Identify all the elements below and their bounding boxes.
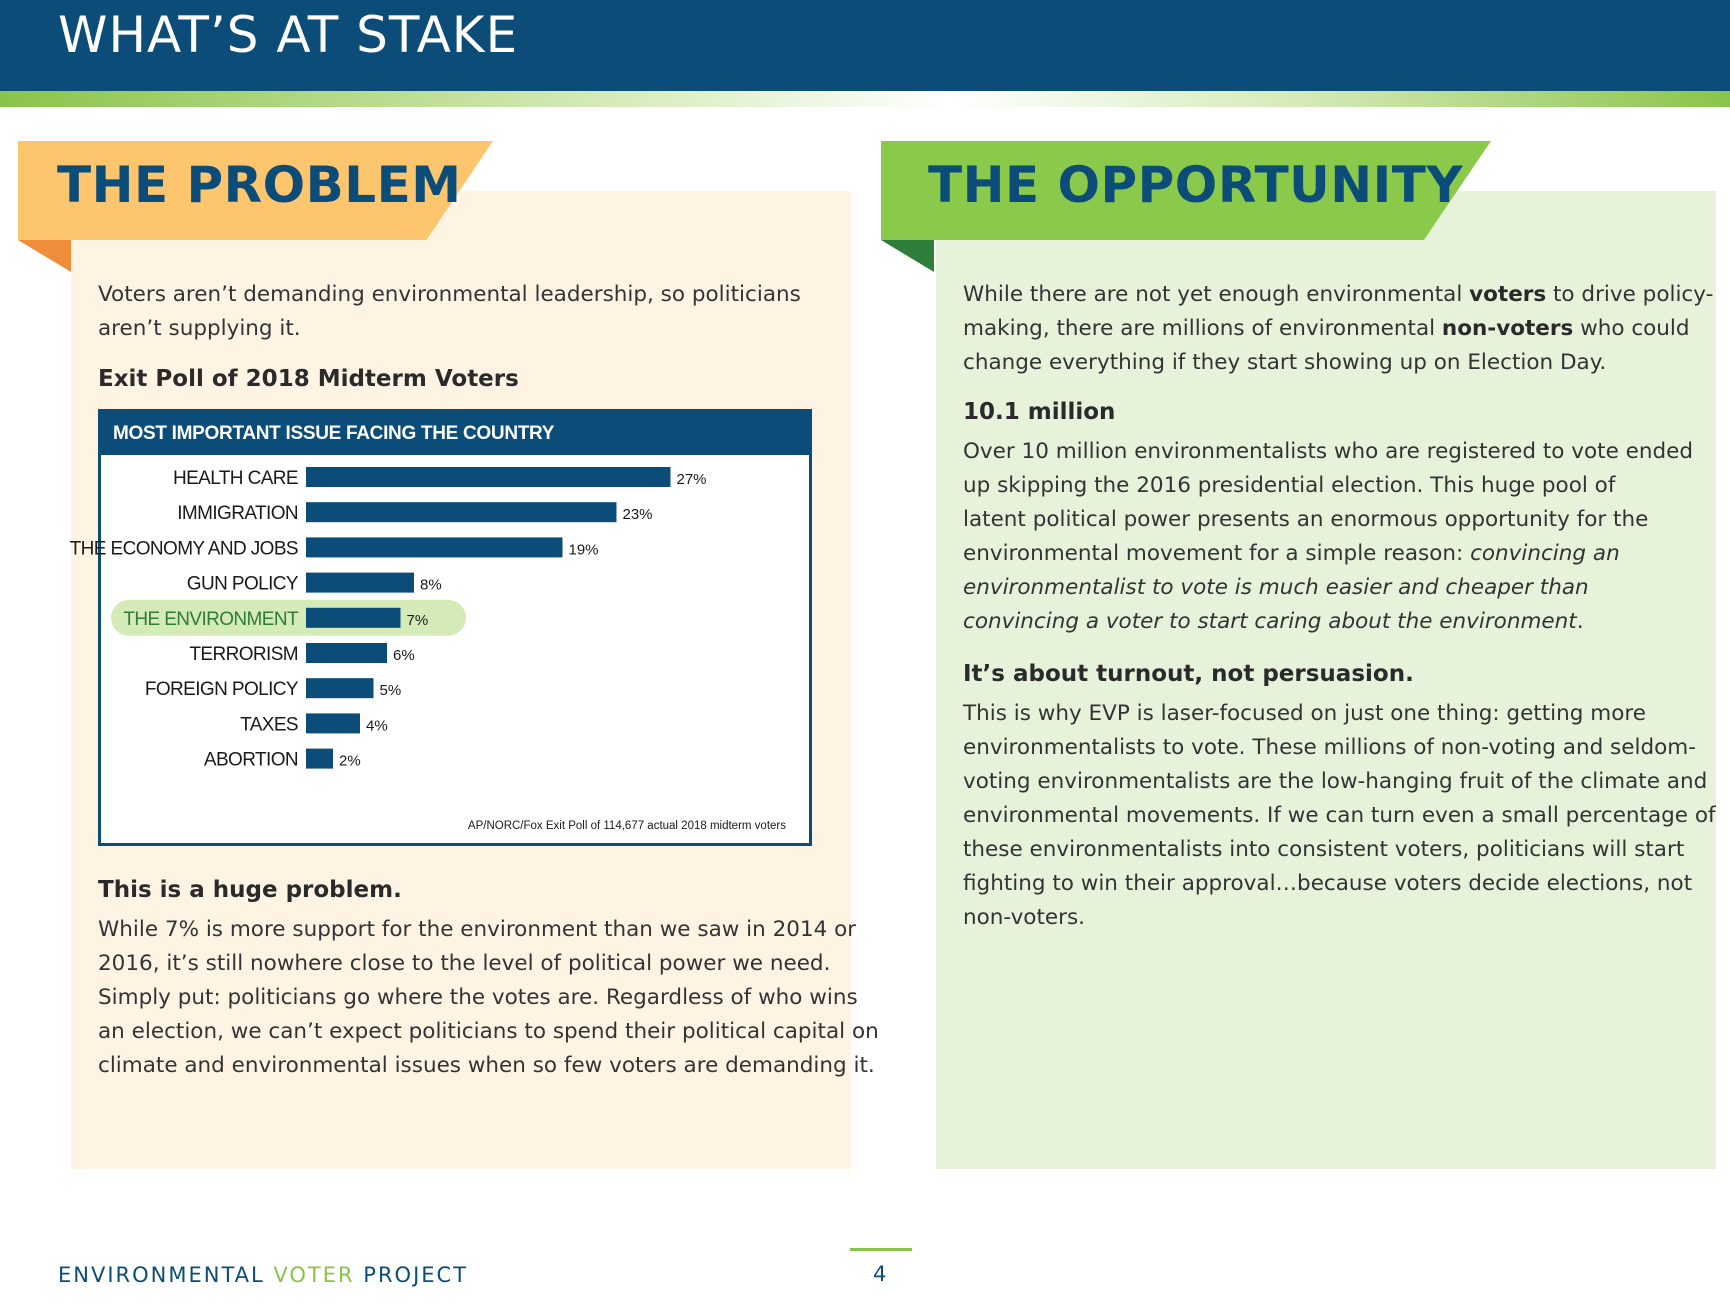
category-label: HEALTH CARE: [172, 468, 298, 489]
text-run: fighting to win their approval…because voters decide elections, not: [963, 871, 1693, 896]
italic-run: convincing a voter to start caring about the environment: [963, 609, 1577, 634]
text-line: [963, 605, 1693, 639]
turnout-heading: It’s about turnout, not persuasion.: [963, 661, 1414, 687]
bar: [306, 502, 617, 522]
stat-text: [963, 435, 1693, 639]
page-title: WHAT’S AT STAKE: [58, 6, 519, 64]
turnout-text: [963, 697, 1716, 935]
brand-word: PROJECT: [354, 1263, 469, 1287]
text-line: [963, 765, 1716, 799]
page-number-rule: [850, 1248, 912, 1251]
category-label: THE ENVIRONMENT: [123, 608, 298, 630]
bar: [306, 608, 401, 628]
bar: [306, 467, 671, 487]
text-run: up skipping the 2016 presidential election. This huge pool of: [963, 473, 1616, 498]
text-run: who could: [1573, 316, 1690, 341]
header-stripe: [0, 91, 1730, 107]
text-run: environmental movement for a simple reason:: [963, 541, 1471, 566]
conclusion-line: an election, we can’t expect politicians to spend their political capital on: [98, 1019, 879, 1044]
bold-run: voters: [1469, 282, 1547, 307]
category-label: THE ECONOMY AND JOBS: [69, 538, 298, 560]
italic-run: convincing an: [1470, 541, 1620, 566]
stat-heading: 10.1 million: [963, 399, 1116, 425]
text-line: [963, 901, 1716, 935]
value-label: 4%: [366, 717, 388, 735]
conclusion-line: climate and environmental issues when so few voters are demanding it.: [98, 1053, 875, 1078]
text-run: environmental movements. If we can turn even a small percentage of: [963, 803, 1716, 828]
header-bar: [0, 0, 1730, 91]
category-label: ABORTION: [203, 749, 298, 771]
problem-banner-fold: [18, 240, 71, 272]
value-label: 5%: [379, 682, 402, 700]
text-run: This is why EVP is laser-focused on just one thing: getting more: [963, 701, 1646, 726]
text-line: [963, 537, 1693, 571]
category-label: TERRORISM: [189, 644, 298, 665]
text-run: making, there are millions of environmental: [963, 316, 1442, 341]
text-run: these environmentalists into consistent voters, politicians will start: [963, 837, 1685, 862]
category-label: TAXES: [240, 714, 298, 736]
bar: [306, 573, 414, 593]
text-line: [963, 278, 1713, 312]
problem-intro-line: Voters aren’t demanding environmental leadership, so politicians: [98, 282, 801, 307]
problem-intro: [98, 278, 801, 346]
category-label: IMMIGRATION: [177, 503, 298, 525]
text-run: environmentalists to vote. These millions of non-voting and seldom-: [963, 735, 1696, 760]
value-label: 7%: [406, 611, 429, 629]
text-line: [963, 799, 1716, 833]
text-run: While there are not yet enough environmental: [963, 282, 1470, 307]
opportunity-intro: [963, 278, 1713, 380]
conclusion-line: While 7% is more support for the environment than we saw in 2014 or: [98, 917, 857, 942]
page-number: 4: [873, 1262, 887, 1286]
value-label: 2%: [339, 752, 361, 770]
text-line: [963, 469, 1693, 503]
conclusion-heading: This is a huge problem.: [98, 877, 402, 903]
conclusion-line: 2016, it’s still nowhere close to the level of political power we need.: [98, 951, 831, 976]
opportunity-banner-fold: [881, 240, 934, 272]
text-run: voting environmentalists are the low-hanging fruit of the climate and: [963, 769, 1708, 794]
text-line: [963, 867, 1716, 901]
exit-poll-chart: [69, 409, 812, 846]
text-line: [963, 571, 1693, 605]
text-run: non-voters.: [963, 905, 1085, 930]
text-run: Over 10 million environmentalists who are registered to vote ended: [963, 439, 1694, 464]
brand-word-highlight: VOTER: [273, 1263, 355, 1287]
conclusion-line: Simply put: politicians go where the votes are. Regardless of who wins: [98, 985, 858, 1010]
text-run: change everything if they start showing up on Election Day.: [963, 350, 1607, 375]
value-label: 19%: [568, 541, 599, 559]
opportunity-title: THE OPPORTUNITY: [928, 156, 1464, 214]
bar: [306, 678, 374, 698]
bar: [306, 713, 360, 733]
category-label: GUN POLICY: [186, 573, 298, 595]
bar: [306, 537, 563, 557]
conclusion-text: [98, 913, 879, 1083]
text-line: [963, 833, 1716, 867]
bold-run: non-voters: [1441, 316, 1574, 341]
bar: [306, 643, 387, 663]
brand-word: ENVIRONMENTAL: [58, 1263, 274, 1287]
text-run: .: [1576, 609, 1584, 634]
problem-intro-line: aren’t supplying it.: [98, 316, 301, 341]
bar: [306, 749, 333, 769]
chart-title: MOST IMPORTANT ISSUE FACING THE COUNTRY: [101, 412, 809, 455]
text-line: [963, 312, 1713, 346]
text-line: [963, 346, 1713, 380]
value-label: 23%: [622, 506, 653, 524]
chart-plot: [69, 455, 809, 843]
problem-title: THE PROBLEM: [57, 156, 462, 214]
footer-brand: [58, 1263, 468, 1287]
category-label: FOREIGN POLICY: [144, 679, 298, 701]
text-line: [963, 503, 1693, 537]
italic-run: environmentalist to vote is much easier and cheaper than: [963, 575, 1589, 600]
text-line: [963, 697, 1716, 731]
text-run: latent political power presents an enormous opportunity for the: [963, 507, 1649, 532]
value-label: 8%: [420, 576, 442, 594]
chart-heading: Exit Poll of 2018 Midterm Voters: [98, 366, 519, 392]
text-run: to drive policy-: [1546, 282, 1714, 307]
value-label: 27%: [676, 471, 707, 488]
text-line: [963, 435, 1693, 469]
chart-source: AP/NORC/Fox Exit Poll of 114,677 actual 2018 midterm voters: [467, 820, 786, 832]
value-label: 6%: [393, 647, 415, 664]
text-line: [963, 731, 1716, 765]
